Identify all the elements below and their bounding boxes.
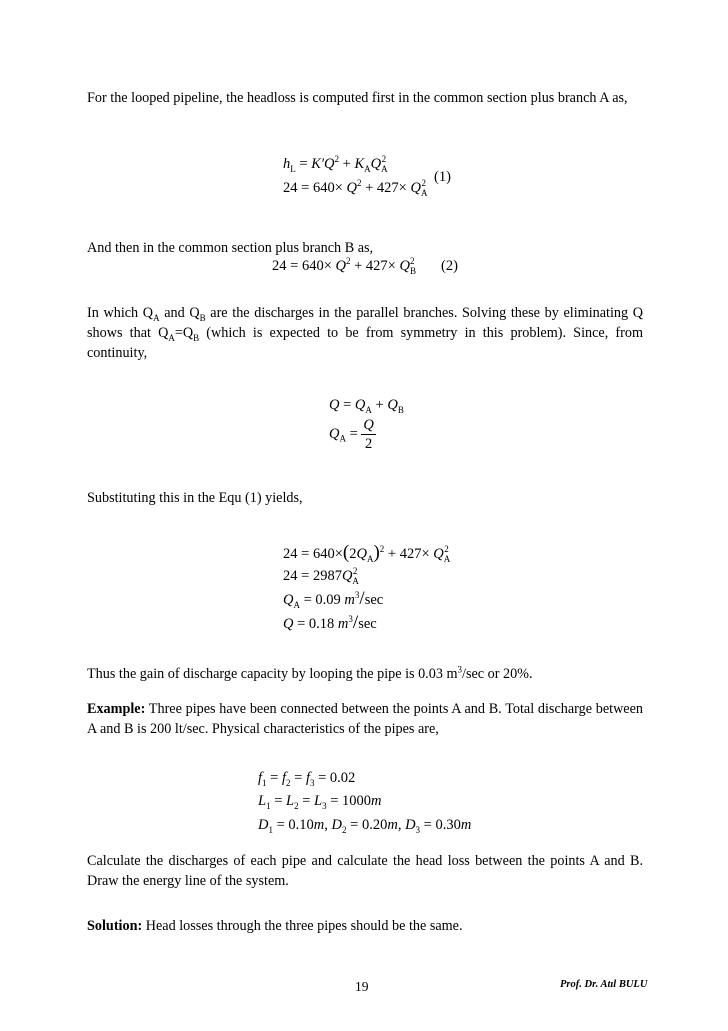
equation-diameters: $D_1 = 0.10m$, $D_2 = 0.20m$, $D_3 = 0.30m$ (258, 817, 472, 835)
paragraph-gain: Thus the gain of discharge capacity by looping the pipe is 0.03 $m^3/\sec$ or 20%. (87, 664, 533, 682)
page-number: 19 (355, 979, 369, 994)
paragraph-example: Example: Three pipes have been connected between the points A and B. Total discharge between A and B is 200 lt/sec. Physical characteristics of the pipes are, (87, 701, 643, 737)
equation-simplified: $24 = 2987Q_A^2$ (283, 566, 359, 586)
paragraph-substituting: Substituting this in the Equ (1) yields, (87, 490, 303, 506)
equation-substitution: $24 = 640\times(2Q_A)^2 + 427\times Q_A^2$ (283, 542, 451, 564)
paragraph-branch-b: And then in the common section plus branch B as, (87, 240, 374, 256)
author-footer: Prof. Dr. Atıl BULU (560, 979, 648, 990)
paragraph-task: Calculate the discharges of each pipe and calculate the head loss between the points A and B. Draw the energy line of the system. (87, 853, 643, 889)
equation-headloss-branch-a: $24 = 640\times Q^2 + 427\times Q_A^2$ (283, 178, 428, 198)
equation-continuity: $Q = Q_A + Q_B$ (329, 397, 404, 415)
equation-headloss-general: $h_L = K'Q^2 + K_AQ_A^2$ (283, 154, 388, 174)
equation-lengths: $L_1 = L_2 = L_3 = 1000m$ (258, 793, 382, 811)
equation-number-1: (1) (434, 169, 451, 185)
equation-headloss-branch-b: $24 = 640\times Q^2 + 427\times Q_B^2$ (272, 256, 416, 276)
solution-label: Solution: (87, 918, 143, 934)
equation-friction-factors: $f_1 = f_2 = f_3 = 0.02$ (258, 770, 356, 788)
paragraph-looped-intro: For the looped pipeline, the headloss is computed first in the common section plus branch A as, (87, 90, 628, 106)
equation-qa-value: $Q_A = 0.09$ $m^3/\sec$ (283, 588, 384, 610)
paragraph-solution: Solution: Head losses through the three pipes should be the same. (87, 918, 463, 934)
example-label: Example: (87, 701, 146, 717)
paragraph-parallel-branches: In which $Q_A$ and $Q_B$ are the discharges in the parallel branches. Solving these by eliminating Q shows that $Q_A=Q_B$ (which is expected to be from symmetry in this problem). Since, from continuity, (87, 305, 644, 361)
equation-q-value: Q = 0.18 $m^3/\sec$ (283, 612, 377, 633)
equation-number-2: (2) (441, 258, 458, 274)
equation-qa-half: $Q_A$ = $\frac{Q}{2}$ (329, 417, 374, 452)
